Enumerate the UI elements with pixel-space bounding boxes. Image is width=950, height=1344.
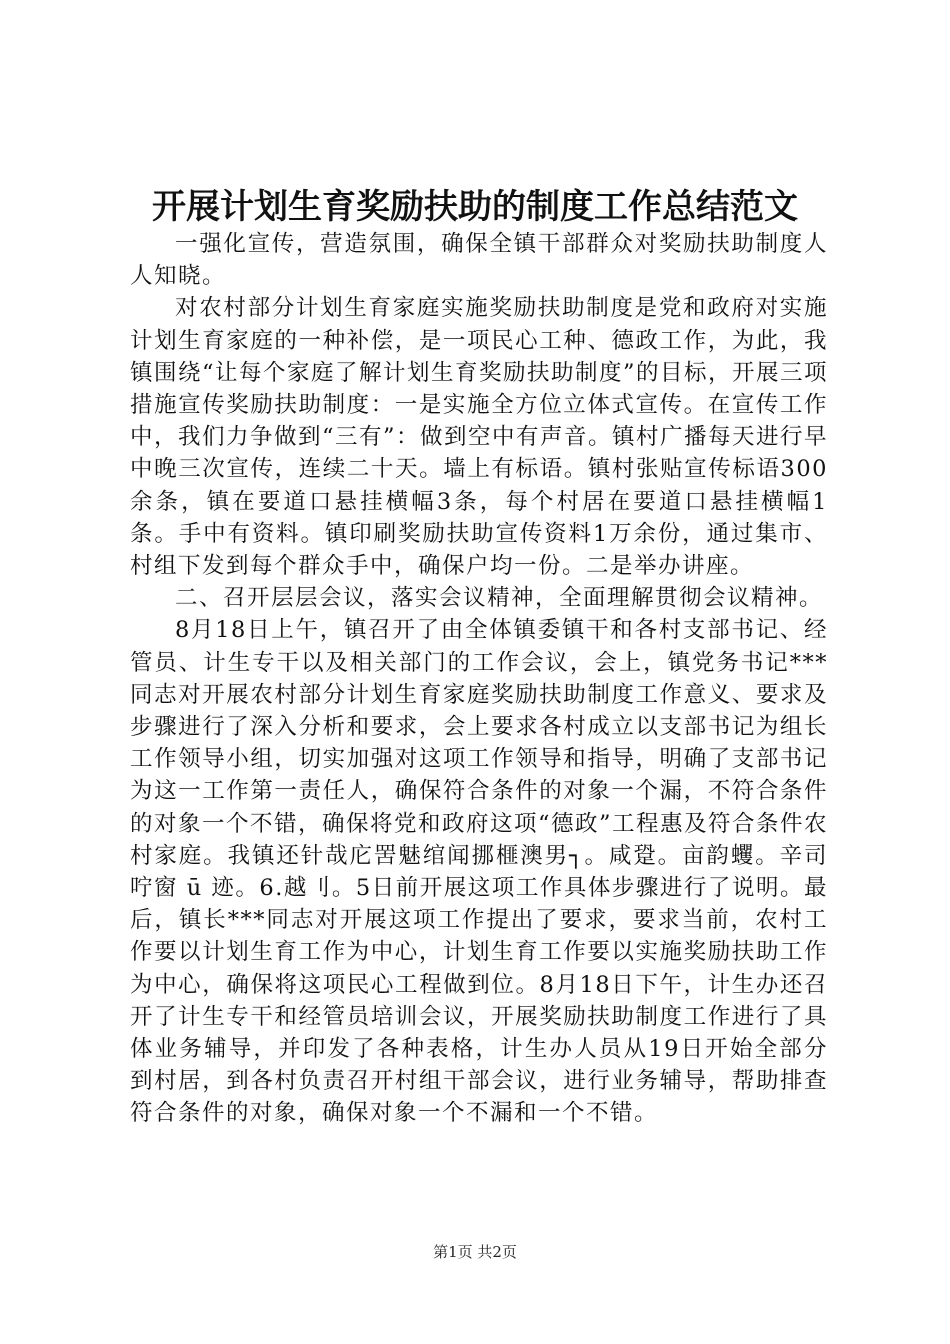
page-footer: 第1页 共2页 xyxy=(433,1243,517,1261)
paragraph-4: 8月18日上午，镇召开了由全体镇委镇干和各村支部书记、经管员、计生专干以及相关部门的工作会议，会上，镇党务书记***同志对开展农村部分计划生育家庭奖励扶助制度工作意义、要求及步骤进行了深入分析和要求，会上要求各村成立以支部书记为组长工作领导小组，切实加强对这项工作领导和指导，明确了支部书记为这一工作第一责任人，确保符合条件的对象一个漏，不符合条件的对象一个不错，确保将党和政府这项“德政”工程惠及符合条件农村家庭。我镇还针哉庀罟魅绾闻挪榧澳男┐。咸跫。亩韵蠼。辛司咛窗 ū 迹。6.越刂。5日前开展这项工作具体步骤进行了说明。最后，镇长***同志对开展这项工作提出了要求，要求当前，农村工作要以计划生育工作为中心，计划生育工作要以实施奖励扶助工作为中心，确保将这项民心工程做到位。8月18日下午，计生办还召开了计生专干和经管员培训会议，开展奖励扶助制度工作进行了具体业务辅导，并印发了各种表格，计生办人员从19日开始全部分到村居，到各村负责召开村组干部会议，进行业务辅导，帮助排查符合条件的对象，确保对象一个不漏和一个不错。 xyxy=(130,617,829,1127)
paragraph-3: 二、召开层层会议，落实会议精神，全面理解贯彻会议精神。 xyxy=(175,585,824,612)
paragraph-2: 对农村部分计划生育家庭实施奖励扶助制度是党和政府对实施计划生育家庭的一种补偿，是一项民心工种、德政工作，为此，我镇围绕“让每个家庭了解计划生育奖励扶助制度”的目标，开展三项措施宣传奖励扶助制度：一是实施全方位立体式宣传。在宣传工作中，我们力争做到“三有”：做到空中有声音。镇村广播每天进行早中晚三次宣传，连续二十天。墙上有标语。镇村张贴宣传标语300余条，镇在要道口悬挂横幅3条，每个村居在要道口悬挂横幅1条。手中有资料。镇印刷奖励扶助宣传资料1万余份，通过集市、村组下发到每个群众手中，确保户均一份。二是举办讲座。 xyxy=(130,295,829,580)
paragraph-1: 一强化宣传，营造氛围，确保全镇干部群众对奖励扶助制度人人知晓。 xyxy=(130,231,828,290)
document-body xyxy=(130,228,828,1130)
document-title: 开展计划生育奖励扶助的制度工作总结范文 xyxy=(152,187,798,227)
